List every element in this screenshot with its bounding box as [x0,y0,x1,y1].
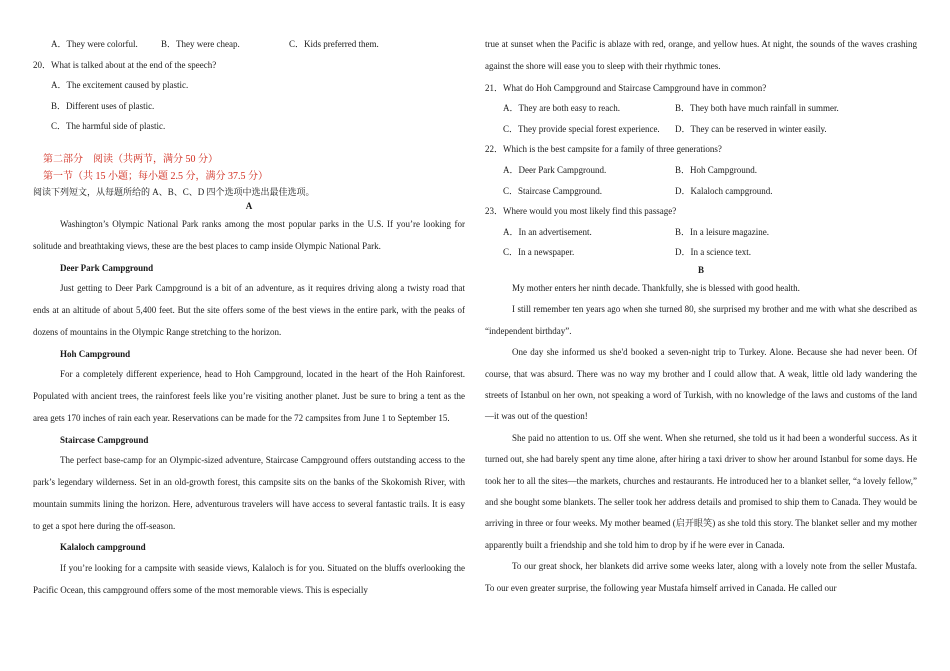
q19-options [33,34,465,55]
q20-stem: 20．What is talked about at the end of the speech? [33,59,217,70]
q21-stem: 21．What do Hoh Campground and Staircase Campground have in common? [485,82,767,93]
q23-option-d: D．In a science text. [675,247,751,258]
section-title: 第二部分 阅读（共两节，满分 50 分） [43,153,218,165]
staircase-text: The perfect base-camp for an Olympic-sized adventure, Staircase Campground offers outstanding access to the park’s legendary wilderness. Set in an old-growth forest, this campsite sits on the banks of the Skokomish River, with mountain summits lining the horizon. Here, adventurous travelers will have access to several fantastic trails. It is easy to get a spot here during the off-season. [33,455,465,531]
q21-option-b: B．They both have much rainfall in summer. [675,103,839,114]
q22-stem: 22．Which is the best campsite for a family of three generations? [485,144,722,155]
passage-b-label: B [697,264,704,275]
subsection-title: 第一节（共 15 小题；每小题 2.5 分，满分 37.5 分） [43,170,268,182]
q21-option-a: A．They are both easy to reach. [503,103,620,114]
kalaloch-text-continued: true at sunset when the Pacific is ablaze with red, orange, and yellow hues. At night, the sounds of the waves crashing against the shore will ease you to sleep with their rhythmic tones. [485,39,917,71]
passage-b-paragraph: She paid no attention to us. Off she went. When she returned, she told us it had been a wonderful success. As it turned out, she had barely spent any time alone, after hiring a taxi driver to show her around Istanbul for some days. He took her to all the sites—the markets, churches and restaurants. He introduced her to a blanket seller, “a lovely fellow,” and she bought some blankets. The seller took her address details and promised to ship them to Canada. They would be arriving in three or four weeks. My mother beamed (启开眼笑) as she told this story. The blanket seller and my mother apparently built a friendship and she told him to drop by if he were ever in Canada. [485,432,917,550]
q20-option-c: C．The harmful side of plastic. [51,121,166,132]
instruction: 阅读下列短文，从每题所给的 A、B、C、D 四个选项中选出最佳选项。 [33,186,315,197]
right-column [485,34,917,599]
kalaloch-heading: Kalaloch campground [60,542,146,553]
passage-b-paragraph: I still remember ten years ago when she turned 80, she surprised my brother and me with what she described as “independent birthday”. [485,304,917,336]
q22-option-a: A．Deer Park Campground. [503,164,607,175]
passage-b-paragraph: My mother enters her ninth decade. Thankfully, she is blessed with good health. [512,282,800,293]
q20-option-a: A．The excitement caused by plastic. [51,80,189,91]
passage-a-intro: Washington’s Olympic National Park ranks among the most popular parks in the U.S. If you’re looking for solitude and breathtaking views, these are the best places to camp inside Olympic National Park. [33,218,465,251]
q21-options-row2 [485,119,917,140]
q21-option-c: C．They provide special forest experience. [503,123,660,134]
q20-option-b: B．Different uses of plastic. [51,100,155,111]
q22-options-row1 [485,160,917,181]
q23-option-b: B．In a leisure magazine. [675,226,769,237]
q21-option-d: D．They can be reserved in winter easily. [675,123,827,134]
q19-option-c: C．Kids preferred them. [289,39,379,49]
hoh-heading: Hoh Campground [60,348,131,359]
q22-options-row2 [485,181,917,202]
left-column [33,34,465,602]
q23-options-row1 [485,222,917,243]
q23-option-a: A．In an advertisement. [503,226,592,237]
staircase-heading: Staircase Campground [60,434,149,445]
kalaloch-text: If you’re looking for a campsite with seaside views, Kalaloch is for you. Situated on the bluffs overlooking the Pacific Ocean, this campground offers some of the most memorable views. This is especially [33,562,465,595]
q22-option-d: D．Kalaloch campground. [675,185,773,196]
passage-b-paragraph: One day she informed us she'd booked a seven-night trip to Turkey. Alone. Because she had never been. Of course, that was absurd. There was no way my brother and I could allow that. A weak, little old lady wandering the streets of Istanbul on her own, not speaking a word of Turkish, with no knowledge of the laws and customs of the land—it was out of the question! [485,347,917,422]
passage-a-label: A [245,200,253,211]
q22-option-c: C．Staircase Campground. [503,185,602,196]
q19-option-a: A．They were colorful. [51,39,138,49]
q23-options-row2 [485,242,917,263]
q21-options-row1 [485,98,917,119]
passage-b-paragraph: To our great shock, her blankets did arrive some weeks later, along with a lovely note from the seller Mustafa. To our even greater surprise, the following year Mustafa himself arrived in Canada. He called our [485,561,917,593]
deer-park-heading: Deer Park Campground [60,262,154,273]
deer-park-text: Just getting to Deer Park Campground is a bit of an adventure, as it requires driving along a twisty road that ends at an altitude of about 5,400 feet. But the site offers some of the best views in the entire park, with the peaks of dozens of mountains in the Olympic Range stretching to the horizon. [33,283,465,337]
q22-option-b: B．Hoh Campground. [675,164,757,175]
q23-option-c: C．In a newspaper. [503,247,575,258]
q23-stem: 23．Where would you most likely find this passage? [485,206,677,217]
hoh-text: For a completely different experience, head to Hoh Campground, located in the heart of the Hoh Rainforest. Populated with ancient trees, the rainforest feels like you’re visiting another planet. Just be sure to bring a tent as the area gets 170 inches of rain each year. Reservations can be made for the 72 campsites from June 1 to September 15. [33,369,465,423]
q19-option-b: B．They were cheap. [161,39,240,49]
